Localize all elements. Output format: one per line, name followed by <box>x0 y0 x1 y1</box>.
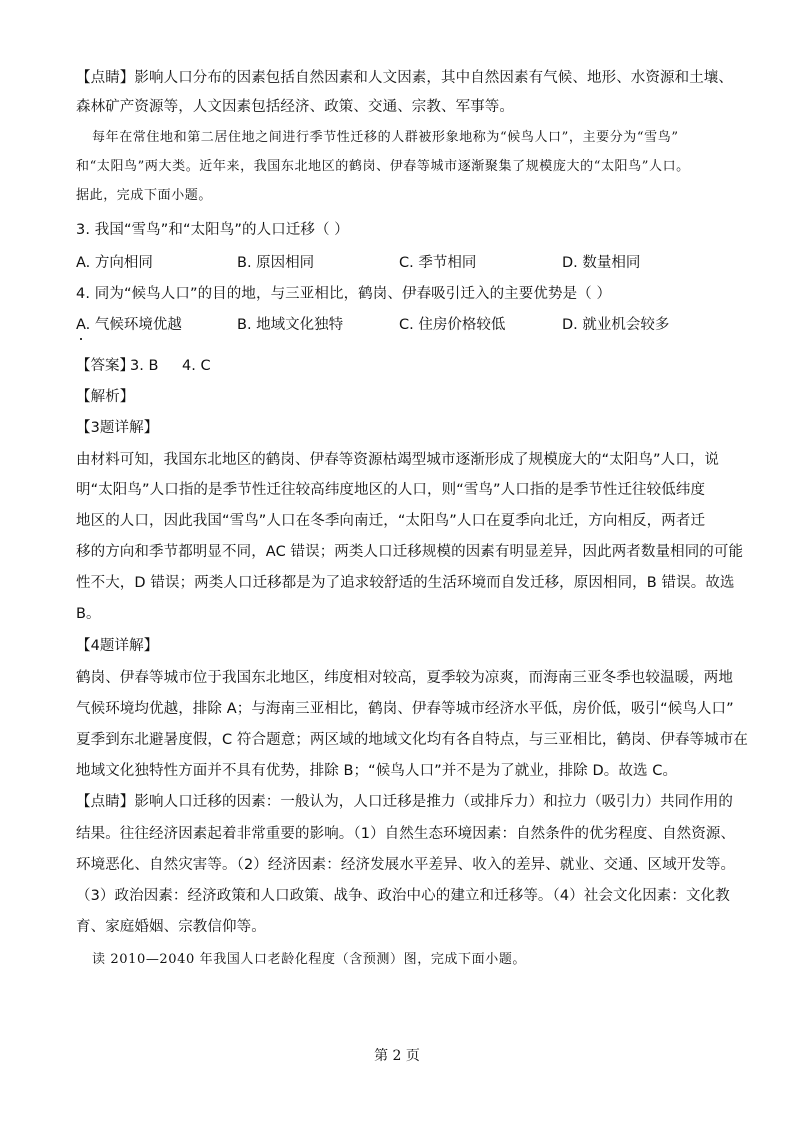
question-4-option-c: C. 住房价格较低 <box>399 317 506 333</box>
question-3-option-b: B. 原因相同 <box>237 255 315 271</box>
q3-detail-line: B。 <box>76 606 101 622</box>
question-3-option-a: A. 方向相同 <box>76 255 153 271</box>
answer-3: 3. B <box>130 358 159 374</box>
q3-detail-label: 【3题详解】 <box>76 420 159 436</box>
answer-4: 4. C <box>182 358 211 374</box>
q4-detail-line: 夏季到东北避暑度假，C 符合题意；两区域的地域文化均有各自特点，与三亚相比，鹤岗、伊春等城市在 <box>76 732 748 748</box>
tip-paragraph-line: 【点睛】影响人口分布的因素包括自然因素和人文因素，其中自然因素有气候、地形、水资源和土壤、 <box>76 70 733 86</box>
tip2-line: （3）政治因素：经济政策和人口政策、战争、政治中心的建立和迁移等。（4）社会文化因素：文化教 <box>76 888 730 904</box>
q3-detail-line: 移的方向和季节都明显不同，AC 错误；两类人口迁移规模的因素有明显差异，因此两者数量相同的可能 <box>76 544 744 560</box>
question-4-stem: 4. 同为“候鸟人口”的目的地，与三亚相比，鹤岗、伊春吸引迁入的主要优势是（ ） <box>76 286 612 302</box>
question-4-option-b: B. 地域文化独特 <box>237 317 344 333</box>
q4-detail-line: 鹤岗、伊春等城市位于我国东北地区，纬度相对较高，夏季较为凉爽，而海南三亚冬季也较温暖，两地 <box>76 670 733 686</box>
q4-detail-line: 地域文化独特性方面并不具有优势，排除 B；“候鸟人口”并不是为了就业，排除 D。故选 C。 <box>76 763 678 779</box>
page-number: 第 2 页 <box>374 1048 420 1064</box>
question-4-option-a: A. 气候环境优越 <box>76 317 182 333</box>
answer-label: 【答案】 <box>76 358 134 374</box>
tip2-line: 结果。往往经济因素起着非常重要的影响。（1）自然生态环境因素：自然条件的优劣程度、自然资源、 <box>76 826 736 842</box>
q4-detail-label: 【4题详解】 <box>76 638 159 654</box>
tip2-line: 育、家庭婚姻、宗教信仰等。 <box>76 919 266 935</box>
question-3-option-d: D. 数量相同 <box>562 255 641 271</box>
analysis-label: 【解析】 <box>76 389 135 405</box>
stray-dot-mark <box>80 338 82 340</box>
q4-detail-line: 气候环境均优越，排除 A；与海南三亚相比，鹤岗、伊春等城市经济水平低，房价低，吸引“候鸟人口” <box>76 701 734 717</box>
question-4-option-d: D. 就业机会较多 <box>562 317 670 333</box>
q3-detail-line: 由材料可知，我国东北地区的鹤岗、伊春等资源枯竭型城市逐渐形成了规模庞大的“太阳鸟”人口，说 <box>76 452 720 468</box>
q3-detail-line: 明“太阳鸟”人口指的是季节性迁往较高纬度地区的人口，则“雪鸟”人口指的是季节性迁往较低纬度 <box>76 482 706 498</box>
tip-paragraph-line: 森林矿产资源等，人文因素包括经济、政策、交通、宗教、军事等。 <box>76 99 514 115</box>
q3-detail-line: 地区的人口，因此我国“雪鸟”人口在冬季向南迁，“太阳鸟”人口在夏季向北迁，方向相反，两者迁 <box>76 513 706 529</box>
question-3-stem: 3. 我国“雪鸟”和“太阳鸟”的人口迁移（ ） <box>76 222 349 238</box>
question-3-option-c: C. 季节相同 <box>399 255 477 271</box>
passage-line: 每年在常住地和第二居住地之间进行季节性迁移的人群被形象地称为“候鸟人口”，主要分为“雪鸟” <box>92 130 679 145</box>
q3-detail-line: 性不大，D 错误；两类人口迁移都是为了追求较舒适的生活环境而自发迁移，原因相同，B 错误。故选 <box>76 575 735 591</box>
next-passage: 读 2010—2040 年我国人口老龄化程度（含预测）图，完成下面小题。 <box>92 952 527 967</box>
tip2-line: 环境恶化、自然灾害等。（2）经济因素：经济发展水平差异、收入的差异、就业、交通、区域开发等。 <box>76 857 736 873</box>
passage-line: 和“太阳鸟”两大类。近年来，我国东北地区的鹤岗、伊春等城市逐渐聚集了规模庞大的“太阳鸟”人口。 <box>76 159 690 174</box>
tip2-line: 【点睛】影响人口迁移的因素：一般认为，人口迁移是推力（或排斥力）和拉力（吸引力）共同作用的 <box>76 794 733 810</box>
passage-line: 据此，完成下面小题。 <box>76 188 213 203</box>
